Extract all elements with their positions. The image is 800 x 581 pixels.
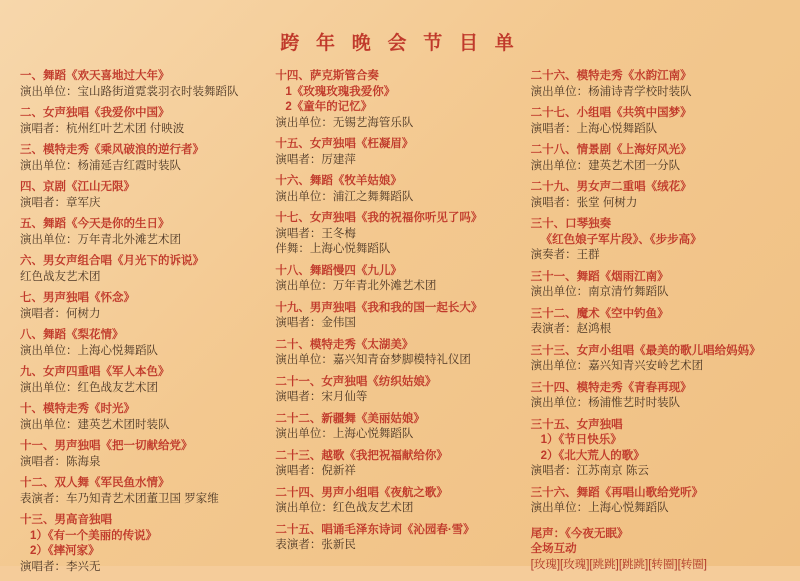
program-performer: 演唱者：上海心悦舞蹈队: [530, 122, 658, 135]
list-item: [275, 301, 524, 332]
program-name: 二十六、模特走秀《水韵江南》: [530, 70, 692, 82]
list-item: [275, 338, 524, 369]
program-name: 二十九、男女声二重唱《绒花》: [530, 181, 692, 193]
list-item: [20, 254, 269, 285]
program-name: 十五、女声独唱《枉凝眉》: [275, 138, 414, 150]
program-name: 二十三、越歌《我把祝福献给你》: [275, 449, 448, 462]
program-name: 二十、模特走秀《太湖美》: [275, 338, 414, 351]
program-performer: 演出单位：杨浦延吉红霞时装队: [20, 159, 181, 172]
program-performer: 演出单位：杨浦诗青学校时装队: [530, 85, 692, 98]
program-performer: 演唱者：王冬梅: [275, 227, 356, 240]
list-item: [275, 137, 524, 168]
program-subitem: 2《童年的记忆》: [285, 101, 373, 113]
program-name: 八、舞蹈《梨花情》: [20, 329, 124, 341]
program-accompaniment: 伴舞：上海心悦舞蹈队: [275, 243, 391, 255]
program-name: 七、男声独唱《怀念》: [20, 292, 135, 304]
program-performer: 演唱者：厉建萍: [275, 153, 356, 166]
list-item: [20, 69, 269, 100]
program-performer: 演出单位：嘉兴知青兴安岭艺术团: [530, 360, 704, 372]
program-performer: 演出单位：宝山路街道霓裳羽衣时装舞蹈队: [20, 85, 239, 98]
program-performer: 表演者：赵鸿根: [530, 323, 612, 335]
program-performer: 演唱者：李兴无: [20, 560, 101, 573]
program-subitem: 1《玫瑰玫瑰我爱你》: [285, 85, 396, 98]
program-subitem: 2）《摔河家》: [30, 545, 100, 557]
program-performer: 演奏者：王群: [530, 249, 600, 261]
program-name: 四、京剧《江山无限》: [20, 181, 135, 193]
list-item: [20, 402, 269, 433]
program-name: 一、舞蹈《欢天喜地过大年》: [20, 70, 170, 82]
program-name: 十四、萨克斯管合奏: [275, 70, 379, 82]
program-performer: 演出单位：上海心悦舞蹈队: [275, 428, 414, 440]
program-name: 三十一、舞蹈《烟雨江南》: [530, 270, 669, 283]
list-item: [20, 180, 269, 211]
program-performer: 演出单位：建英艺术团时装队: [20, 418, 170, 431]
program-performer: 演出单位：红色战友艺术团: [20, 381, 158, 394]
program-performer: 演唱者：陈海泉: [20, 455, 101, 468]
program-column-3: [531, 69, 780, 579]
program-performer: 演出单位：万年青北外滩艺术团: [20, 233, 181, 246]
list-item: [20, 328, 269, 359]
program-performer: 演唱者：宋月仙等: [275, 391, 368, 403]
program-performer: 演唱者：章军庆: [20, 196, 101, 209]
finale-subtitle: 全场互动: [530, 543, 577, 555]
program-name: 三十四、模特走秀《青春再现》: [530, 381, 692, 394]
program-performer: 红色战友艺术团: [20, 270, 101, 283]
program-performer: 演唱者：江苏南京 陈云: [530, 465, 649, 477]
program-name: 二十二、新疆舞《美丽姑娘》: [275, 412, 425, 425]
program-name: 二十七、小组唱《共筑中国梦》: [530, 107, 692, 119]
program-performer: 演唱者：杭州红叶艺术团 付映波: [20, 122, 185, 135]
program-name: 三十、口琴独奏: [530, 218, 612, 230]
program-name: 三、模特走秀《乘风破浪的逆行者》: [20, 144, 204, 156]
program-columns: [14, 69, 786, 581]
list-item: [275, 412, 524, 443]
program-column-2: [275, 69, 524, 560]
program-subitem: 1）《有一个美丽的传说》: [30, 529, 158, 542]
list-item: [20, 365, 269, 396]
list-item: [20, 476, 269, 507]
list-item: [20, 106, 269, 137]
program-performer: 演出单位：杨浦惟艺时时装队: [530, 397, 681, 409]
list-item: [531, 307, 780, 338]
program-name: 十七、女声独唱《我的祝福你听见了吗》: [275, 212, 483, 224]
list-item: [275, 486, 524, 517]
list-item: [531, 270, 780, 301]
program-performer: 演出单位：上海心悦舞蹈队: [530, 502, 669, 514]
list-item: [20, 217, 269, 248]
program-name: 十六、舞蹈《牧羊姑娘》: [275, 175, 402, 187]
program-performer: 演出单位：红色战友艺术团: [275, 502, 414, 514]
program-subitem: 1）《节日快乐》: [540, 434, 622, 446]
list-item: [20, 143, 269, 174]
program-name: 三十六、舞蹈《再唱山歌给党听》: [530, 486, 704, 499]
program-name: 二、女声独唱《我爱你中国》: [20, 107, 170, 119]
program-performer: 演出单位：浦江之舞舞蹈队: [275, 190, 414, 203]
program-performer: 演唱者：何树力: [20, 307, 101, 320]
program-name: 三十二、魔术《空中钓鱼》: [530, 307, 669, 320]
program-performer: 演出单位：上海心悦舞蹈队: [20, 344, 158, 357]
list-item: [20, 439, 269, 470]
list-item: [531, 486, 780, 517]
list-item: [531, 418, 780, 480]
program-performer: 演出单位：无锡艺海管乐队: [275, 116, 414, 129]
list-item: [275, 174, 524, 205]
finale-emoji: [玫瑰][玫瑰][跳跳][跳跳][转圈][转圈]: [530, 558, 707, 571]
program-name: 十九、男声独唱《我和我的国一起长大》: [275, 301, 483, 314]
program-performer: 演唱者：金伟国: [275, 317, 356, 329]
list-item: [531, 381, 780, 412]
program-name: 六、男女声组合唱《月光下的诉说》: [20, 255, 204, 267]
program-name: 十八、舞蹈慢四《九儿》: [275, 264, 402, 277]
list-item: [531, 106, 780, 137]
list-item: [531, 180, 780, 211]
program-name: 十、模特走秀《时光》: [20, 403, 135, 415]
program-performer: 演唱者：张堂 何树力: [530, 196, 638, 209]
program-performer: 演出单位：南京清竹舞蹈队: [530, 286, 669, 298]
list-item: [275, 69, 524, 131]
list-item: [531, 217, 780, 264]
program-name: 五、舞蹈《今天是你的生日》: [20, 218, 170, 230]
program-name: 二十五、唱诵毛泽东诗词《沁园春·雪》: [275, 523, 475, 536]
finale-block: [531, 527, 780, 574]
list-item: [531, 69, 780, 100]
program-subitem: 2）《北大荒人的歌》: [540, 449, 645, 462]
program-name: 二十八、情景剧《上海好风光》: [530, 144, 692, 156]
program-name: 十二、双人舞《军民鱼水情》: [20, 477, 170, 489]
program-performer: 表演者：车乃知青艺术团董卫国 罗家维: [20, 492, 219, 505]
program-name: 二十一、女声独唱《纺织姑娘》: [275, 375, 437, 388]
program-name: 十三、男高音独唱: [20, 514, 112, 526]
program-name: 二十四、男声小组唱《夜航之歌》: [275, 486, 448, 499]
list-item: [275, 449, 524, 480]
program-name: 九、女声四重唱《军人本色》: [20, 366, 170, 378]
program-name: 十一、男声独唱《把一切献给党》: [20, 440, 193, 452]
list-item: [275, 264, 524, 295]
program-name: 三十三、女声小组唱《最美的歌儿唱给妈妈》: [530, 344, 761, 357]
program-performer: 演唱者：倪新祥: [275, 465, 356, 477]
list-item: [275, 523, 524, 554]
program-performer: 表演者：张新民: [275, 539, 356, 551]
list-item: [20, 291, 269, 322]
list-item: [531, 344, 780, 375]
page-title: 跨 年 晚 会 节 目 单: [280, 33, 520, 54]
program-performer: 演出单位：万年青北外滩艺术团: [275, 280, 437, 292]
list-item: [275, 211, 524, 258]
list-item: [531, 143, 780, 174]
finale-title: 尾声：《今夜无眠》: [530, 527, 629, 540]
program-subitem: 《红色娘子军片段》、《步步高》: [540, 233, 702, 246]
program-name: 三十五、女声独唱: [530, 418, 623, 431]
list-item: [275, 375, 524, 406]
program-column-1: [20, 69, 269, 581]
program-performer: 演出单位：建英艺术团一分队: [530, 159, 681, 172]
program-performer: 演出单位：嘉兴知青奋梦脚模特礼仪团: [275, 354, 471, 366]
